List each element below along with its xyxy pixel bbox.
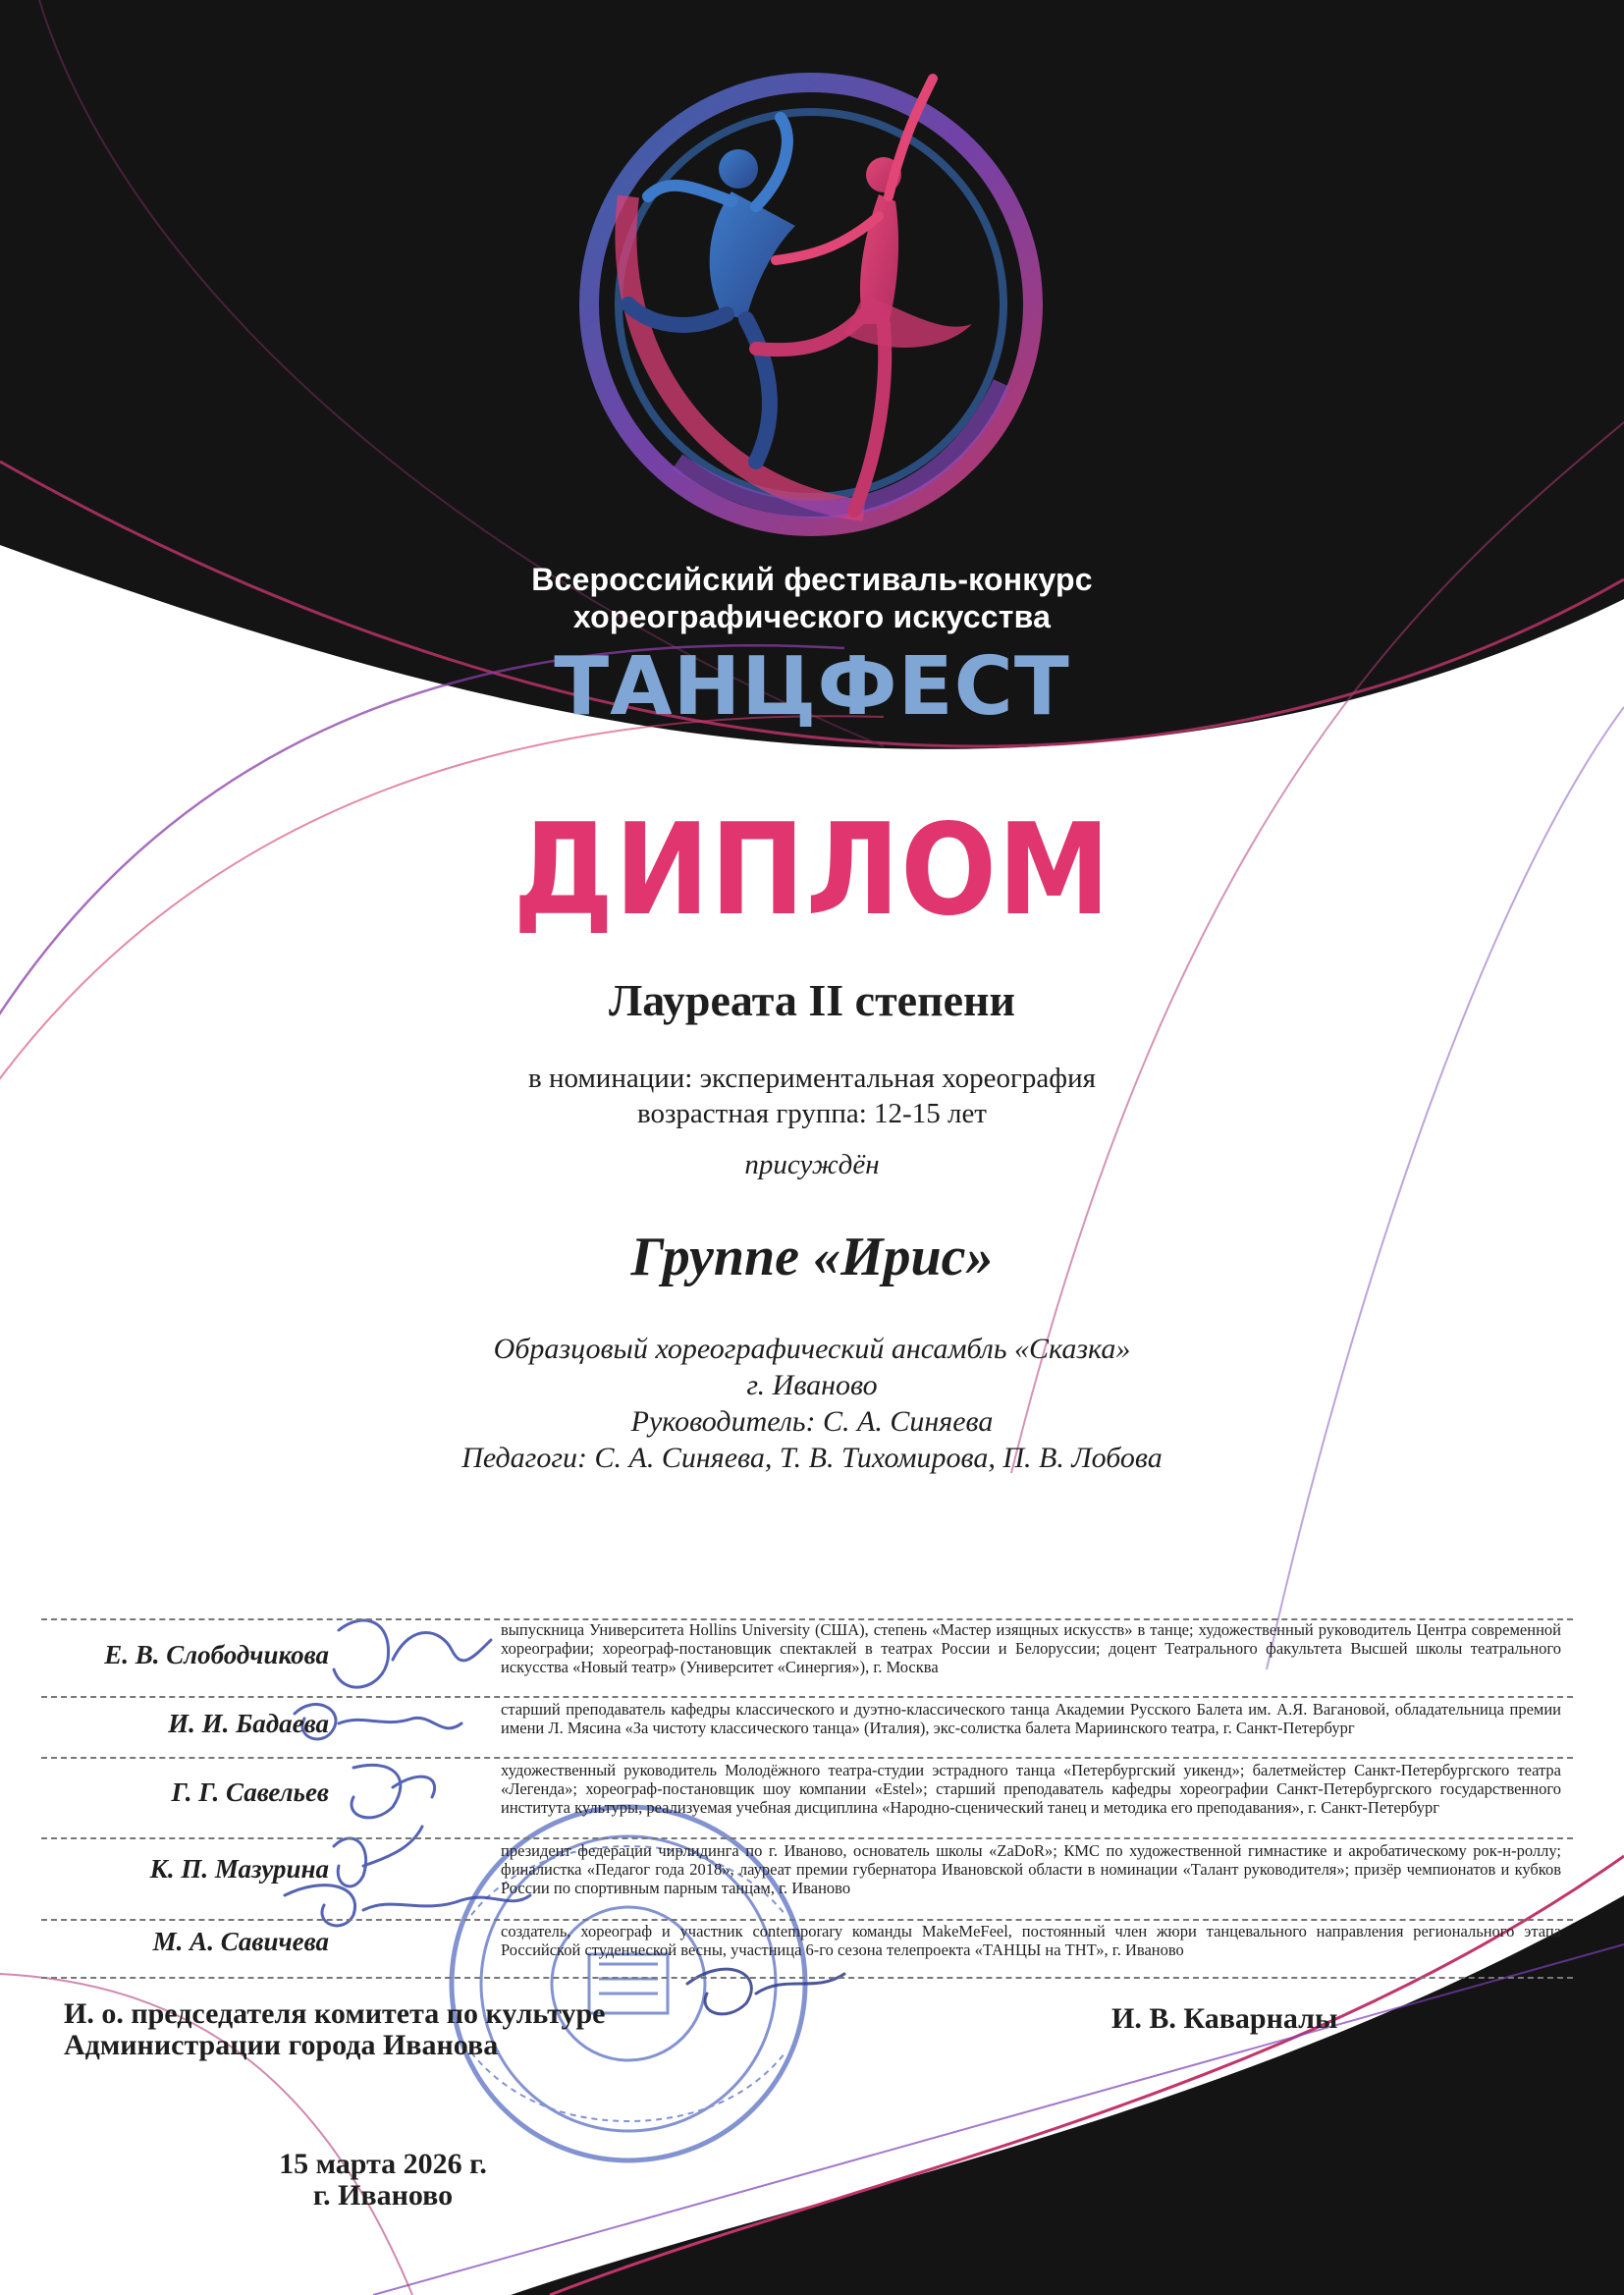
festival-subtitle-line1: Всероссийский фестиваль-конкурс [531,562,1093,597]
issue-place: г. Иваново [312,2179,454,2212]
jury-description: президент федерации чирлидинга по г. Иваново, основатель школы «ZaDoR»; КМС по художественной гимнастике и акробатическому рок-н-роллу; финалистка «Педагог года 2018», лауреат премии губернатора Ивановской области в номинации «Талант руководителя»; призёр чемпионатов и кубков России по спортивным парным танцам, г. Иваново [501,1841,1561,1897]
nomination-text: в номинации: экспериментальная хореография [528,1063,1096,1094]
jury-name: М. А. Савичева [152,1927,329,1956]
leader-text: Руководитель: С. А. Синяева [630,1405,994,1438]
diploma-title: ДИПЛОМ [513,797,1111,944]
teachers-text: Педагоги: С. А. Синяева, Т. В. Тихомирова, П. В. Лобова [461,1442,1163,1474]
recipient-name: Группе «Ирис» [630,1227,994,1287]
festival-subtitle-line2: хореографического искусства [572,599,1052,634]
jury-name: Е. В. Слободчикова [104,1640,329,1669]
chair-name: И. В. Каварналы [1111,2002,1338,2035]
jury-name: К. П. Мазурина [149,1854,329,1884]
diploma-degree: Лауреата II степени [608,975,1016,1025]
chair-position-line1: И. о. председателя комитета по культуре [64,1997,606,2030]
jury-description: старший преподаватель кафедры классического и дуэтно-классического танца Академии Русского Балета им. А.Я. Вагановой, обладательница премии имени Л. Мясина «За чистоту классического танца» (Италия), экс-солистка балета Мариинского театра, г. Санкт-Петербург [501,1700,1561,1737]
city-text: г. Иваново [746,1369,878,1401]
jury-separator [41,1919,1573,1921]
jury-separator [41,1696,1573,1698]
jury-separator [41,1837,1573,1839]
jury-separator [41,1757,1573,1759]
jury-description: выпускница Университета Hollins University (США), степень «Мастер изящных искусств» в танце; художественный руководитель Центра современной хореографии; хореограф-постановщик спектаклей в театрах России и Белоруссии; доцент Театрального факультета Высшей школы театрального искусства «Новый театр» (Университет «Синергия»), г. Москва [501,1620,1561,1676]
awarded-text: присуждён [744,1149,880,1180]
age-group-text: возрастная группа: 12-15 лет [636,1098,987,1129]
jury-separator [41,1977,1573,1979]
jury-name: И. И. Бадаева [168,1709,329,1738]
issue-date: 15 марта 2026 г. [279,2148,487,2180]
jury-description: художественный руководитель Молодёжного театра-студии эстрадного танца «Петербургский уикенд»; балетмейстер Санкт-Петербургского театра «Легенда»; хореограф-постановщик шоу компании «Estel»; старший преподаватель кафедры хореографии Санкт-Петербургского государственного института культуры, реализуемая учебная дисциплина «Народно-сценический танец и методика его преподавания», г. Санкт-Петербург [501,1761,1561,1817]
ensemble-name: Образцовый хореографический ансамбль «Сказка» [493,1333,1131,1365]
chair-position-line2: Администрации города Иванова [64,2029,499,2061]
jury-description: создатель, хореограф и участник contemporary команды MakeMeFeel, постоянный член жюри танцевального направления регионального этапа Российской студенческой весны, участница 6-го сезона телепроекта «ТАНЦЫ на ТНТ», г. Иваново [501,1922,1561,1959]
festival-name: ТАНЦФЕСТ [554,640,1070,734]
jury-name: Г. Г. Савельев [171,1777,329,1807]
